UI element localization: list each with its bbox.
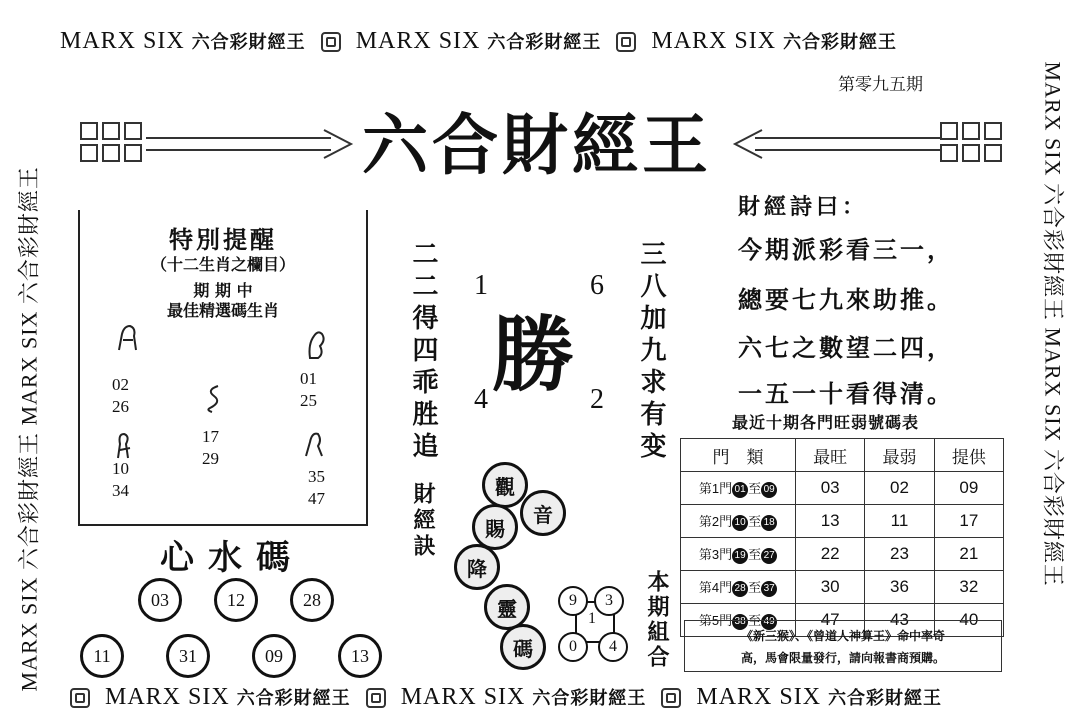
combo-label: 本期組合 bbox=[644, 570, 670, 670]
top-border bbox=[60, 28, 897, 55]
zodiac-numbers-5 bbox=[308, 466, 325, 510]
left-phrase: 二二得四乖胜追 bbox=[408, 240, 438, 464]
cold-cell: 23 bbox=[865, 538, 934, 571]
zodiac-number: 35 bbox=[308, 467, 325, 486]
zodiac-number: 10 bbox=[112, 459, 129, 478]
border-text: 六合彩財經王 bbox=[236, 688, 351, 708]
big-victory-char: 勝 bbox=[492, 308, 575, 403]
reminder-subheading: （十二生肖之欄目） bbox=[150, 255, 295, 274]
zodiac-number: 01 bbox=[300, 369, 317, 388]
bottom-border bbox=[62, 684, 942, 711]
zodiac-number: 34 bbox=[112, 481, 129, 500]
combo-ball-br: 4 bbox=[598, 632, 628, 662]
left-border bbox=[13, 72, 44, 692]
combo-ball-bl: 0 bbox=[558, 632, 588, 662]
border-text: 六合彩財經王 bbox=[532, 688, 647, 708]
hot-cell: 13 bbox=[796, 505, 865, 538]
poem-line: 總要七九來助推。 bbox=[738, 285, 954, 314]
knot-icon bbox=[616, 32, 636, 52]
monkey-icon bbox=[110, 428, 134, 460]
offer-cell: 17 bbox=[934, 505, 1003, 538]
combo-ball-tl: 9 bbox=[558, 586, 588, 616]
zodiac-number: 26 bbox=[112, 397, 129, 416]
gate-cell bbox=[681, 571, 796, 604]
corner-number-bl: 4 bbox=[474, 384, 488, 415]
range-word: 至 bbox=[748, 481, 762, 497]
right-arrow-icon bbox=[146, 127, 356, 161]
hot-cell: 03 bbox=[796, 472, 865, 505]
gate-label: 第1門 bbox=[698, 481, 733, 497]
border-text: MARX SIX bbox=[105, 684, 230, 710]
right-arrow-decoration bbox=[730, 122, 1006, 166]
zodiac-number: 25 bbox=[300, 391, 317, 410]
hot-cell: 22 bbox=[796, 538, 865, 571]
rooster-icon bbox=[304, 326, 328, 362]
gate-label: 第3門 bbox=[698, 547, 733, 563]
gate-label: 第2門 bbox=[698, 514, 733, 530]
range-ball: 10 bbox=[732, 515, 748, 531]
number-ball: 13 bbox=[338, 634, 382, 678]
range-ball: 49 bbox=[761, 614, 777, 630]
table-row bbox=[681, 538, 1004, 571]
zodiac-number: 29 bbox=[202, 449, 219, 468]
range-ball: 38 bbox=[732, 614, 748, 630]
border-text: 六合彩財經王 bbox=[828, 688, 943, 708]
corner-number-tl: 1 bbox=[474, 270, 488, 301]
zodiac-numbers-1 bbox=[112, 374, 129, 418]
gate-label: 第4門 bbox=[698, 580, 733, 596]
knot-icon bbox=[321, 32, 341, 52]
range-ball: 28 bbox=[732, 581, 748, 597]
border-text: MARX SIX bbox=[696, 684, 822, 710]
reminder-line2: 最佳精選碼生肖 bbox=[166, 301, 279, 320]
notice-line: 《新三猴》、《曾道人神算王》命中率奇 bbox=[740, 629, 945, 643]
border-text: 六合彩財經王 bbox=[191, 32, 306, 52]
hot-cell: 47 bbox=[796, 604, 865, 637]
left-arrow-icon bbox=[730, 127, 940, 161]
stats-caption: 最近十期各門旺弱號碼表 bbox=[732, 413, 920, 432]
zodiac-numbers-4 bbox=[112, 458, 129, 502]
right-phrase: 三八加九求有变 bbox=[636, 240, 666, 464]
number-ball: 28 bbox=[290, 578, 334, 622]
table-row bbox=[681, 571, 1004, 604]
heart-row2 bbox=[80, 634, 382, 678]
offer-cell: 32 bbox=[934, 571, 1003, 604]
column-header: 最弱 bbox=[865, 439, 934, 472]
box-icon bbox=[124, 144, 142, 162]
border-text: 六合彩財經王 bbox=[487, 32, 602, 52]
cold-cell: 43 bbox=[865, 604, 934, 637]
box-icon bbox=[940, 122, 958, 140]
right-border bbox=[1039, 62, 1070, 682]
border-text: MARX SIX 六合彩財經王 MARX SIX 六合彩財經王 bbox=[16, 166, 42, 692]
border-text: MARX SIX bbox=[651, 28, 777, 54]
poem-line: 今期派彩看三一， bbox=[738, 235, 954, 264]
notice-box bbox=[684, 620, 1002, 672]
number-ball: 03 bbox=[138, 578, 182, 622]
column-header: 門 類 bbox=[681, 439, 796, 472]
reminder-line1: 期 期 中 bbox=[193, 281, 253, 300]
zodiac-numbers-3 bbox=[300, 368, 317, 412]
formula-label: 財經訣 bbox=[410, 482, 436, 560]
knot-icon bbox=[70, 688, 90, 708]
formula-ball: 賜 bbox=[472, 504, 518, 550]
zodiac-numbers-2 bbox=[202, 426, 219, 470]
zodiac-number: 02 bbox=[112, 375, 129, 394]
range-ball: 18 bbox=[761, 515, 777, 531]
range-ball: 37 bbox=[761, 581, 777, 597]
number-ball: 09 bbox=[252, 634, 296, 678]
box-icon bbox=[102, 144, 120, 162]
issue-number: 第零九五期 bbox=[838, 75, 923, 95]
range-word: 至 bbox=[748, 547, 762, 563]
zodiac-number: 47 bbox=[308, 489, 325, 508]
table-header-row bbox=[681, 439, 1004, 472]
range-ball: 19 bbox=[732, 548, 748, 564]
gate-label: 第5門 bbox=[698, 613, 733, 629]
stats-table bbox=[680, 438, 1004, 637]
number-ball: 12 bbox=[214, 578, 258, 622]
notice-line: 高，馬會限量發行，請向報書商預購。 bbox=[740, 651, 945, 665]
box-icon bbox=[962, 144, 980, 162]
offer-cell: 40 bbox=[934, 604, 1003, 637]
page-title: 六合財經王 bbox=[362, 107, 712, 184]
formula-ball: 靈 bbox=[484, 584, 530, 630]
heart-row1 bbox=[138, 578, 334, 622]
snake-icon bbox=[202, 382, 224, 414]
column-header: 最旺 bbox=[796, 439, 865, 472]
horse-icon bbox=[114, 320, 140, 356]
range-ball: 01 bbox=[732, 482, 748, 498]
border-text: MARX SIX bbox=[60, 28, 185, 54]
number-ball: 11 bbox=[80, 634, 124, 678]
box-icon bbox=[80, 122, 98, 140]
range-ball: 27 bbox=[761, 548, 777, 564]
box-icon bbox=[984, 144, 1002, 162]
formula-ball: 音 bbox=[520, 490, 566, 536]
knot-icon bbox=[366, 688, 386, 708]
box-icon bbox=[962, 122, 980, 140]
border-text: 六合彩財經王 bbox=[783, 32, 898, 52]
cold-cell: 11 bbox=[865, 505, 934, 538]
box-icon bbox=[80, 144, 98, 162]
combo-ball-tr: 3 bbox=[594, 586, 624, 616]
range-word: 至 bbox=[748, 514, 762, 530]
range-word: 至 bbox=[748, 580, 762, 596]
cold-cell: 36 bbox=[865, 571, 934, 604]
table-row bbox=[681, 472, 1004, 505]
reminder-heading: 特別提醒 bbox=[169, 225, 277, 254]
box-icon bbox=[940, 144, 958, 162]
gate-cell bbox=[681, 472, 796, 505]
range-word: 至 bbox=[748, 613, 762, 629]
gate-cell bbox=[681, 538, 796, 571]
dog-icon bbox=[300, 426, 326, 460]
corner-number-br: 2 bbox=[590, 384, 604, 415]
offer-cell: 21 bbox=[934, 538, 1003, 571]
formula-ball: 觀 bbox=[482, 462, 528, 508]
formula-ball: 降 bbox=[454, 544, 500, 590]
formula-ball: 碼 bbox=[500, 624, 546, 670]
box-icon bbox=[984, 122, 1002, 140]
box-icon bbox=[102, 122, 120, 140]
gate-cell bbox=[681, 505, 796, 538]
combo-center: 1 bbox=[588, 610, 596, 627]
zodiac-number: 17 bbox=[202, 427, 219, 446]
left-arrow-decoration bbox=[80, 122, 356, 166]
number-ball: 31 bbox=[166, 634, 210, 678]
heart-heading: 心水碼 bbox=[160, 538, 304, 578]
hot-cell: 30 bbox=[796, 571, 865, 604]
cold-cell: 02 bbox=[865, 472, 934, 505]
corner-number-tr: 6 bbox=[590, 270, 604, 301]
poem-heading: 財經詩曰： bbox=[738, 194, 869, 220]
poem-line: 六七之數望二四， bbox=[738, 333, 954, 362]
box-icon bbox=[124, 122, 142, 140]
reminder-panel bbox=[78, 210, 368, 526]
border-text: MARX SIX 六合彩財經王 MARX SIX 六合彩財經王 bbox=[1040, 61, 1066, 587]
range-ball: 09 bbox=[761, 482, 777, 498]
border-text: MARX SIX bbox=[400, 684, 526, 710]
offer-cell: 09 bbox=[934, 472, 1003, 505]
border-text: MARX SIX bbox=[355, 28, 481, 54]
knot-icon bbox=[661, 688, 681, 708]
column-header: 提供 bbox=[934, 439, 1003, 472]
poem-line: 一五一十看得清。 bbox=[738, 379, 954, 408]
table-row bbox=[681, 505, 1004, 538]
